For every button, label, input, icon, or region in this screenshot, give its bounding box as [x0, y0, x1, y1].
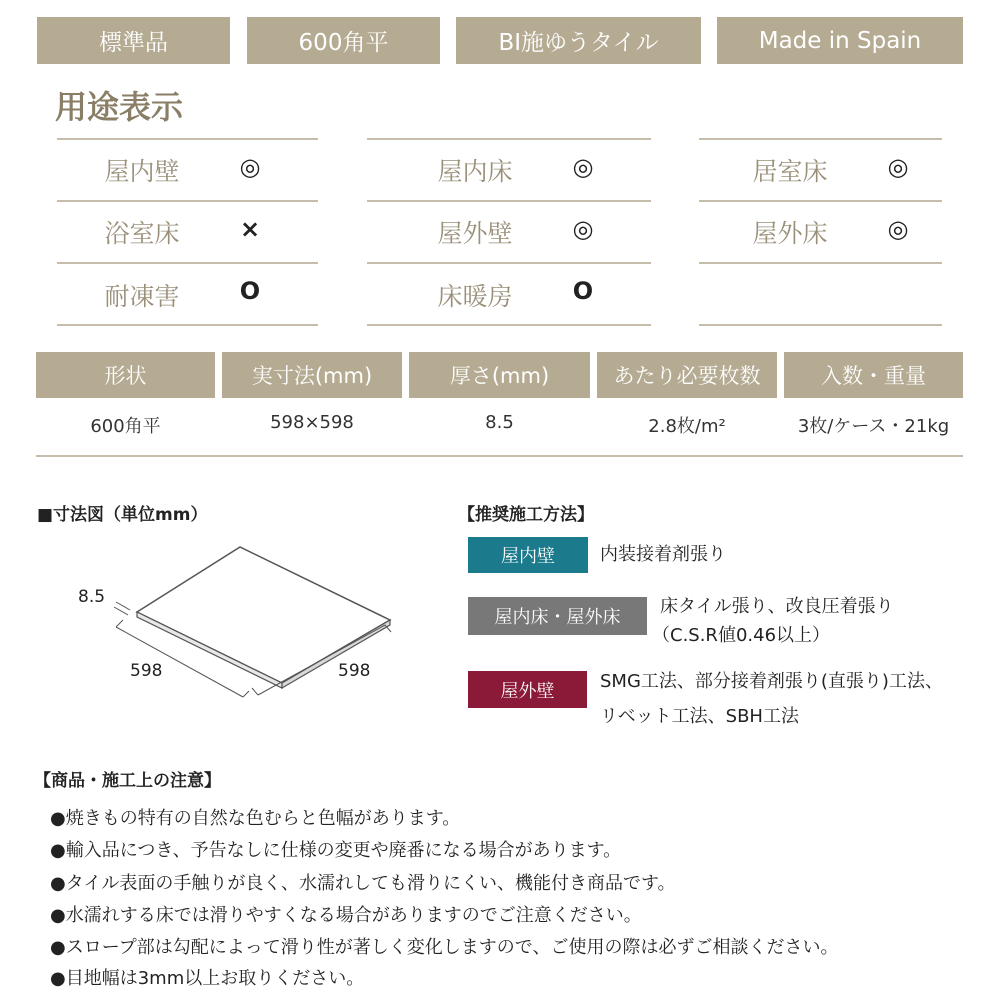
method-text: リベット工法、SBH工法: [600, 706, 799, 727]
usage-label: 屋外壁: [437, 219, 513, 248]
usage-label: 耐凍害: [104, 282, 180, 311]
usage-line: [57, 138, 318, 140]
usage-line: [367, 200, 651, 202]
method-tag-indoor-wall: 屋内壁: [468, 537, 588, 573]
method-text: 内装接着剤張り: [600, 544, 726, 565]
spec-value: 2.8枚/m²: [648, 416, 726, 437]
note-item: ●タイル表面の手触りが良く、水濡れしても滑りにくい、機能付き商品です。: [50, 873, 676, 894]
tag-standard: 標準品: [37, 17, 230, 64]
usage-label: 居室床: [752, 157, 828, 186]
method-text: 床タイル張り、改良圧着張り: [660, 596, 894, 617]
spec-header: あたり必要枚数: [597, 352, 777, 398]
usage-line: [699, 262, 942, 264]
note-item: ●焼きもの特有の自然な色むらと色幅があります。: [50, 808, 461, 829]
method-tag-outdoor-wall: 屋外壁: [468, 671, 587, 708]
usage-label: 屋内壁: [104, 157, 180, 186]
spec-value: 598×598: [270, 412, 354, 433]
width-label: 598: [130, 661, 163, 681]
methods-title: 【推奨施工方法】: [458, 505, 594, 525]
usage-line: [699, 138, 942, 140]
usage-line: [367, 138, 651, 140]
tag-size: 600角平: [247, 17, 440, 64]
method-tag-floor: 屋内床・屋外床: [468, 597, 647, 635]
tag-finish: BI施ゆうタイル: [456, 17, 701, 64]
spec-value: 3枚/ケース・21kg: [797, 416, 950, 437]
usage-line: [57, 262, 318, 264]
usage-mark: ◎: [572, 153, 594, 181]
spec-bottom-line: [36, 455, 963, 457]
note-item: ●輸入品につき、予告なしに仕様の変更や廃番になる場合があります。: [50, 840, 622, 861]
usage-line: [699, 324, 942, 326]
usage-mark: ◎: [887, 215, 909, 243]
notes-title: 【商品・施工上の注意】: [34, 771, 221, 791]
depth-label: 598: [338, 661, 371, 681]
usage-label: 浴室床: [104, 219, 180, 248]
note-item: ●スロープ部は勾配によって滑り性が著しく変化しますので、ご使用の際は必ずご相談ください。: [50, 937, 839, 958]
note-item: ●水濡れする床では滑りやすくなる場合がありますのでご注意ください。: [50, 905, 642, 926]
usage-mark: ◎: [572, 215, 594, 243]
usage-mark: ◎: [239, 153, 261, 181]
method-text: （C.S.R値0.46以上）: [652, 625, 831, 646]
spec-header: 厚さ(mm): [409, 352, 590, 398]
width-dim-tick: [116, 620, 123, 627]
thickness-label: 8.5: [78, 587, 106, 607]
tile-dimension-diagram: [20, 530, 420, 730]
usage-line: [367, 324, 651, 326]
usage-label: 床暖房: [437, 282, 513, 311]
depth-dim-tick: [252, 688, 258, 695]
spec-header: 実寸法(mm): [222, 352, 402, 398]
usage-line: [367, 262, 651, 264]
spec-header: 形状: [36, 352, 215, 398]
tag-origin: Made in Spain: [717, 17, 963, 64]
width-dim-tick: [243, 691, 249, 697]
spec-value: 600角平: [90, 416, 161, 437]
usage-label: 屋内床: [437, 157, 513, 186]
usage-mark: ×: [239, 215, 261, 243]
method-text: SMG工法、部分接着剤張り(直張り)工法、: [600, 671, 943, 692]
usage-mark: O: [572, 277, 594, 305]
usage-label: 屋外床: [752, 219, 828, 248]
usage-mark: O: [239, 277, 261, 305]
usage-mark: ◎: [887, 153, 909, 181]
usage-title: 用途表示: [55, 88, 184, 126]
spec-header: 入数・重量: [784, 352, 963, 398]
note-item: ●目地幅は3mm以上お取りください。: [50, 968, 365, 989]
usage-line: [57, 200, 318, 202]
usage-line: [57, 324, 318, 326]
usage-line: [699, 200, 942, 202]
spec-value: 8.5: [485, 412, 514, 433]
dimension-title: ■寸法図（単位mm）: [37, 505, 208, 525]
